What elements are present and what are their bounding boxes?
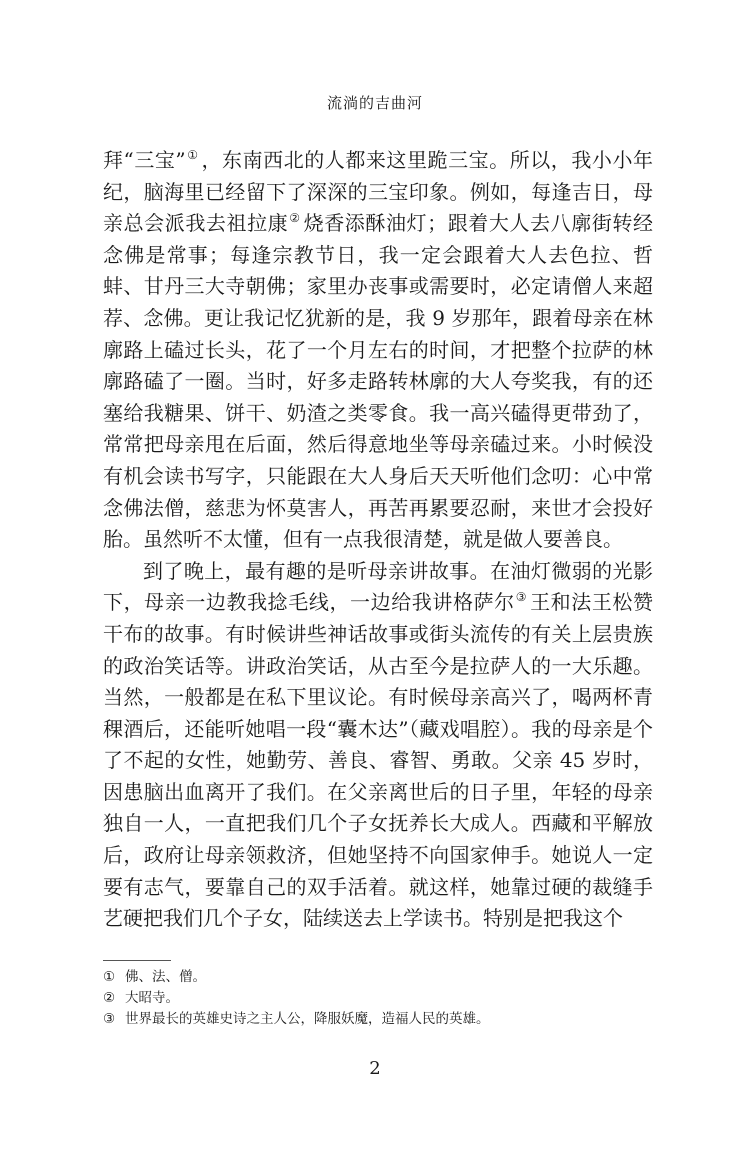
text-segment: ，东南西北的人都来这里跪三宝。所以，我小小年纪，脑海里已经留下了深深的三宝印象。例如，每逢吉日，母亲总会派我去祖拉康 <box>103 148 653 236</box>
footnote-1 <box>103 967 663 988</box>
running-header: 流淌的吉曲河 <box>326 94 423 112</box>
footnote-text: 佛、法、僧。 <box>125 969 206 985</box>
footnote-3 <box>103 1009 663 1030</box>
text-segment: 拜“三宝” <box>103 148 186 172</box>
footnote-mark: ② <box>103 990 116 1006</box>
text-segment: 到了晚上，最有趣的是听母亲讲故事。在油灯微弱的光影下，母亲一边教我捻毛线，一边给我讲格萨尔 <box>103 558 653 615</box>
paragraph-1 <box>103 145 653 556</box>
footnote-mark: ① <box>103 969 116 985</box>
footnote-text: 世界最长的英雄史诗之主人公，降服妖魔，造福人民的英雄。 <box>125 1011 490 1027</box>
footnote-mark: ③ <box>103 1011 116 1027</box>
text-segment: 烧香添酥油灯；跟着大人去八廓街转经念佛是常事；每逢宗教节日，我一定会跟着大人去色拉、哲蚌、甘丹三大寺朝佛；家里办丧事或需要时，必定请僧人来超荐、念佛。更让我记忆犹新的是，我 9 岁那年，跟着母亲在林廓路上磕过长头，花了一个月左右的时间，才把整个拉萨的林廓路磕了一圈。当时，好多走路转林廓的大人夸奖我，有的还塞给我糖果、饼干、奶渣之类零食。我一高兴磕得更带劲了，常常把母亲甩在后面，然后得意地坐等母亲磕过来。小时候没有机会读书写字，只能跟在大人身后天天听他们念叨：心中常念佛法僧，慈悲为怀莫害人，再苦再累要忍耐，来世才会投好胎。虽然听不太懂，但有一点我很清楚，就是做人要善良。 <box>103 211 653 552</box>
footnotes <box>103 967 663 1030</box>
paragraph-2 <box>103 556 653 935</box>
footnote-text: 大昭寺。 <box>125 990 179 1006</box>
footnote-2 <box>103 988 663 1009</box>
footnote-ref-1[interactable]: ① <box>186 148 199 162</box>
footnote-ref-2[interactable]: ② <box>289 211 301 226</box>
body-text <box>103 145 653 935</box>
page-number: 2 <box>369 1058 381 1079</box>
footnote-ref-3[interactable]: ③ <box>515 590 528 605</box>
footnote-divider <box>103 960 171 961</box>
text-segment: 王和法王松赞干布的故事。有时候讲些神话故事或街头流传的有关上层贵族的政治笑话等。讲政治笑话，从古至今是拉萨人的一大乐趣。当然，一般都是在私下里议论。有时候母亲高兴了，喝两杯青稞酒后，还能听她唱一段“囊木达”（藏戏唱腔）。我的母亲是个了不起的女性，她勤劳、善良、睿智、勇敢。父亲 45 岁时，因患脑出血离开了我们。在父亲离世后的日子里，年轻的母亲独自一人，一直把我们几个子女抚养长大成人。西藏和平解放后，政府让母亲领救济，但她坚持不向国家伸手。她说人一定要有志气，要靠自己的双手活着。就这样，她靠过硬的裁缝手艺硬把我们几个子女，陆续送去上学读书。特别是把我这个 <box>103 590 653 931</box>
